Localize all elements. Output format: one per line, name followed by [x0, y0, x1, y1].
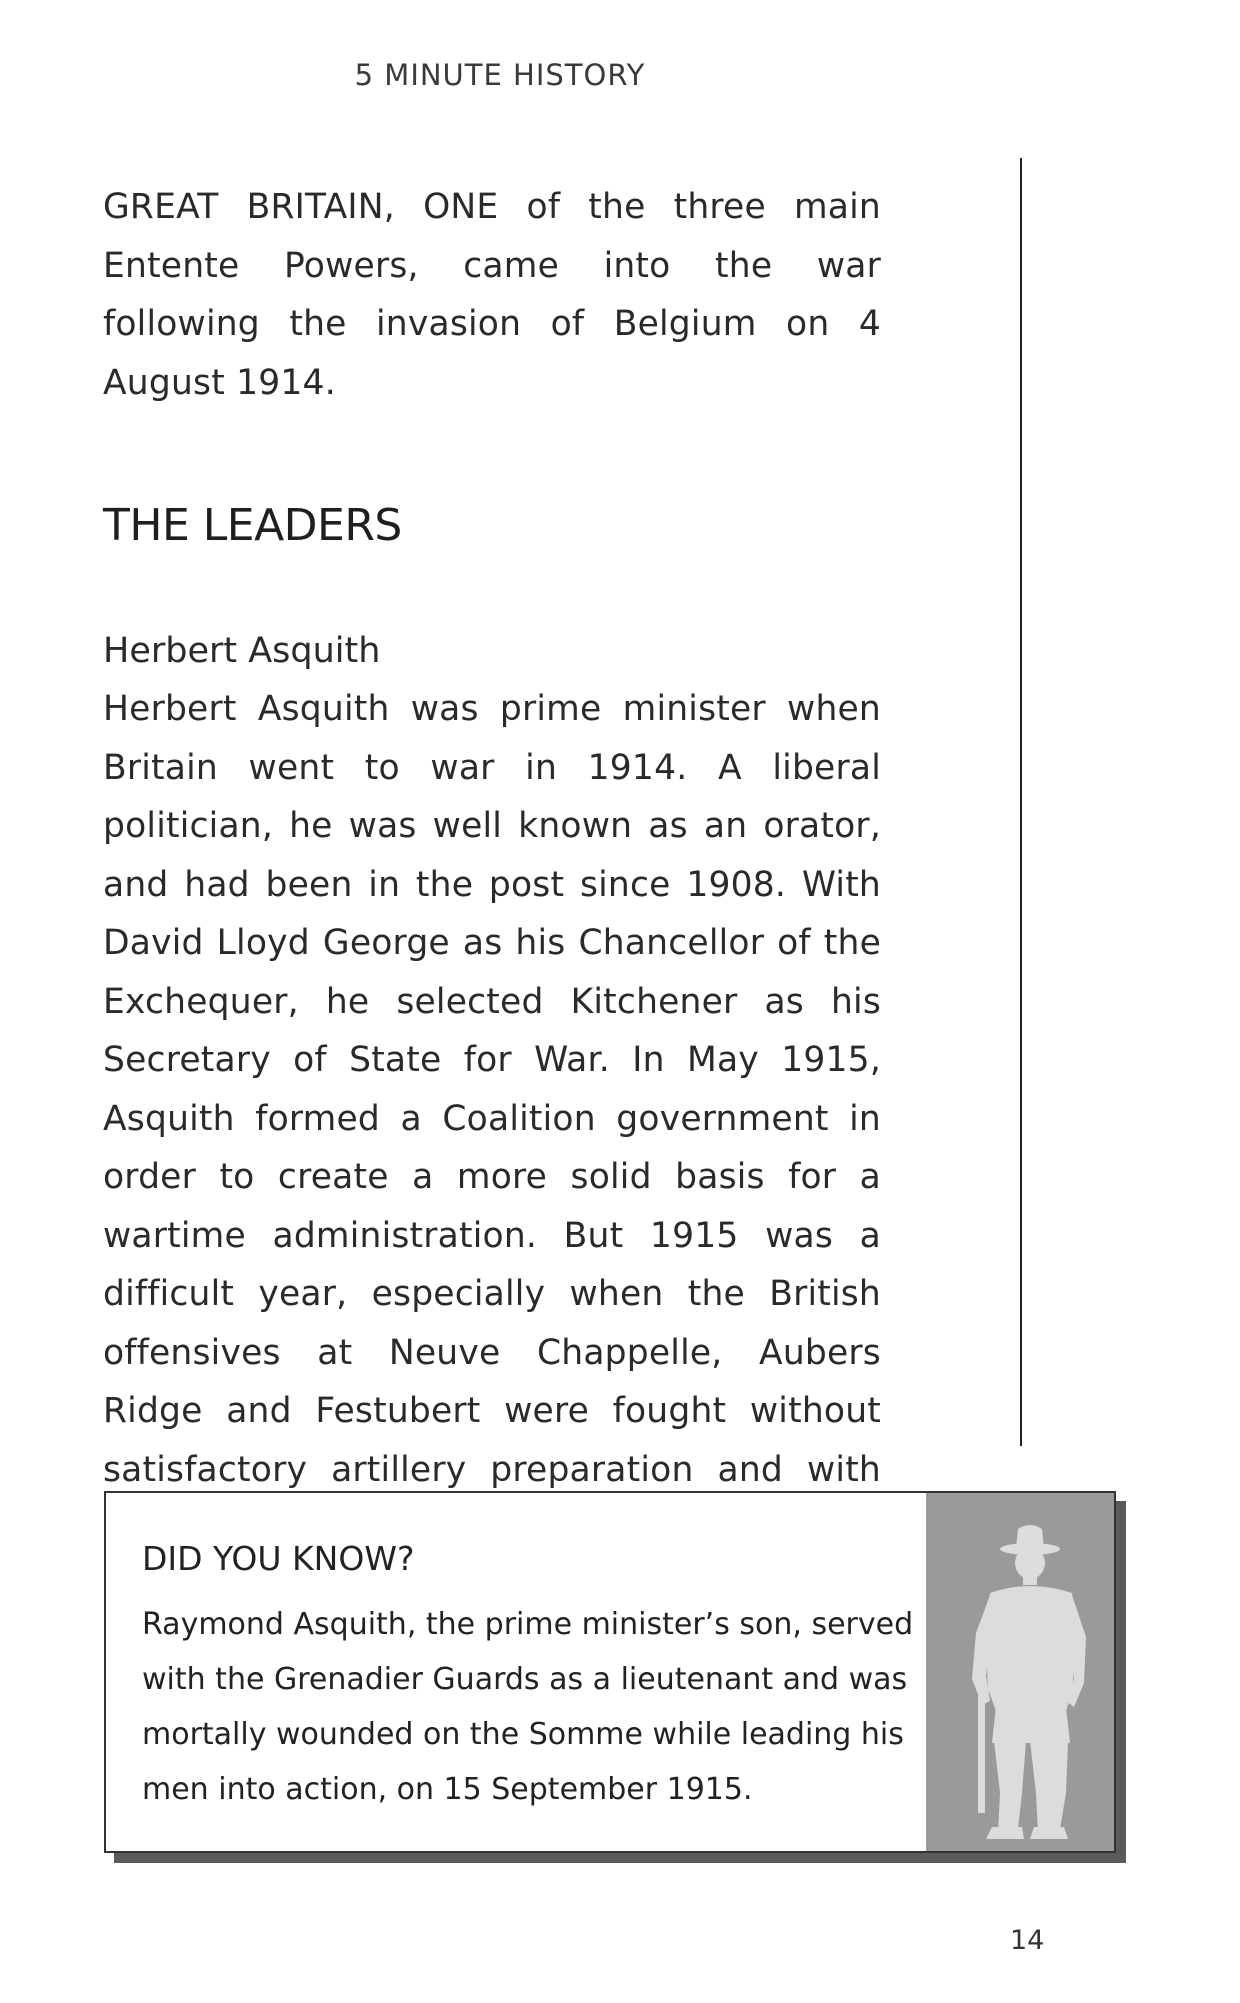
- margin-rule: [1020, 158, 1022, 1446]
- body-paragraph: Herbert Asquith was prime minister when Britain went to war in 1914. A liberal politician, he was well known as an orator, and had been in the post since 1908. With David Lloyd George as his Chancellor of the Exchequer, he selected Kitchener as his Secretary of State for War. In May 1915, Asquith formed a Coalition government in order to create a more solid basis for a wartime administration. But 1915 was a difficult year, especially when the British offensives at Neuve Chappelle, Aubers Ridge and Festubert were fought without satisfactory artillery preparation and with: [103, 689, 881, 1490]
- main-text-column: [103, 178, 881, 1616]
- page-number: 14: [1010, 1925, 1045, 1956]
- section-heading: THE LEADERS: [103, 500, 402, 551]
- illustration-panel: [926, 1493, 1114, 1851]
- did-you-know-text: Raymond Asquith, the prime minister’s son, served with the Grenadier Guards as a lieutenant and was mortally wounded on the Somme while leading his men into action, on 15 September 1915.: [142, 1607, 914, 1807]
- subheading: Herbert Asquith: [103, 631, 381, 671]
- soldier-silhouette-icon: [926, 1493, 1114, 1851]
- intro-paragraph: GREAT BRITAIN, ONE of the three main Entente Powers, came into the war following the invasion of Belgium on 4 August 1914.: [103, 187, 881, 403]
- did-you-know-box: [104, 1491, 1116, 1853]
- running-title: 5 MINUTE HISTORY: [354, 58, 646, 92]
- did-you-know-heading: DID YOU KNOW?: [142, 1539, 415, 1578]
